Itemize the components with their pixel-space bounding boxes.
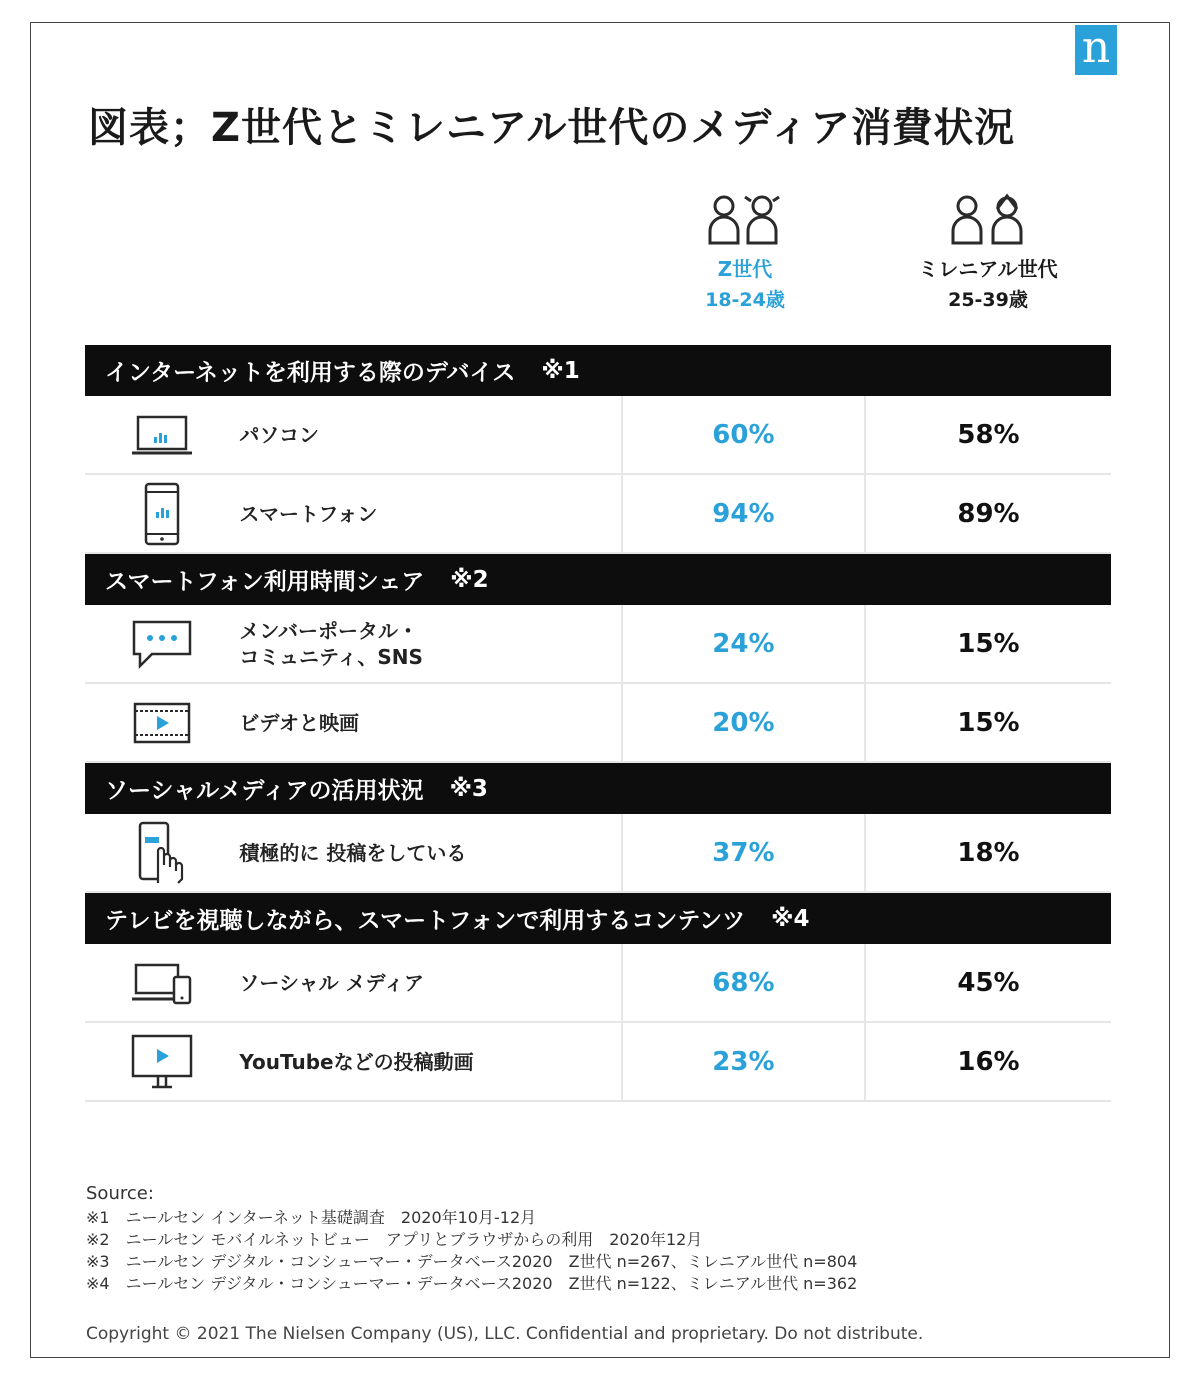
section-note: ※2	[450, 566, 489, 593]
section-note: ※4	[771, 905, 810, 932]
row-label: 積極的に 投稿をしている	[239, 814, 623, 891]
gen-z-value: 24%	[623, 605, 866, 682]
gen-m-value: 16%	[957, 1046, 1020, 1077]
sources-block	[86, 1183, 857, 1295]
section-title: ソーシャルメディアの活用状況	[105, 778, 424, 804]
gen-m-name: ミレニアル世代	[918, 257, 1058, 281]
row-label: パソコン	[239, 396, 623, 473]
phone-tap-icon	[85, 814, 239, 891]
gen-m-value: 18%	[957, 837, 1020, 868]
row-label: ビデオと映画	[239, 684, 623, 761]
gen-m-value: 58%	[957, 419, 1020, 450]
table-row	[85, 944, 1111, 1023]
gen-m-header	[888, 193, 1088, 311]
row-label: スマートフォン	[239, 475, 623, 552]
table-row	[85, 684, 1111, 763]
copyright-notice: Copyright © 2021 The Nielsen Company (US), LLC. Confidential and proprietary. Do not distribute.	[86, 1324, 924, 1344]
laptop-icon	[85, 396, 239, 473]
table-row	[85, 1023, 1111, 1102]
row-label	[239, 605, 623, 682]
devices-icon	[85, 944, 239, 1021]
page-title: 図表；Z世代とミレニアル世代のメディア消費状況	[88, 105, 1016, 151]
table-row	[85, 814, 1111, 893]
section-header	[85, 763, 1111, 814]
gen-m-value: 45%	[957, 967, 1020, 998]
row-label: YouTubeなどの投稿動画	[239, 1023, 623, 1100]
table-row	[85, 475, 1111, 554]
chat-bubble-icon	[85, 605, 239, 682]
people-icon	[707, 193, 783, 245]
people-icon	[950, 193, 1026, 245]
gen-z-age: 18-24歳	[705, 289, 785, 311]
gen-z-value: 23%	[623, 1023, 866, 1100]
gen-z-value: 37%	[623, 814, 866, 891]
section-header	[85, 554, 1111, 605]
sources-title: Source:	[86, 1183, 154, 1204]
gen-z-value: 94%	[623, 475, 866, 552]
section-note: ※1	[541, 357, 580, 384]
row-label-line2: コミュニティ、SNS	[239, 644, 423, 669]
tv-play-icon	[85, 1023, 239, 1100]
source-line: ※1 ニールセン インターネット基礎調査 2020年10月-12月	[86, 1208, 537, 1227]
section-header	[85, 345, 1111, 396]
section-header	[85, 893, 1111, 944]
source-line: ※4 ニールセン デジタル・コンシューマー・データベース2020 Z世代 n=122、ミレニアル世代 n=362	[86, 1274, 858, 1293]
gen-z-value: 20%	[623, 684, 866, 761]
nielsen-logo: n	[1075, 25, 1117, 75]
section-title: テレビを視聴しながら、スマートフォンで利用するコンテンツ	[105, 908, 746, 934]
gen-m-value: 89%	[957, 498, 1020, 529]
gen-m-value: 15%	[957, 707, 1020, 738]
table-row	[85, 396, 1111, 475]
row-label-line1: メンバーポータル・	[239, 618, 418, 643]
section-title: インターネットを利用する際のデバイス	[105, 360, 516, 386]
table-row	[85, 605, 1111, 684]
gen-z-name: Z世代	[717, 257, 773, 281]
gen-z-value: 68%	[623, 944, 866, 1021]
section-note: ※3	[449, 775, 488, 802]
video-icon	[85, 684, 239, 761]
source-line: ※3 ニールセン デジタル・コンシューマー・データベース2020 Z世代 n=267、ミレニアル世代 n=804	[86, 1252, 858, 1271]
gen-z-header	[645, 193, 845, 311]
gen-m-value: 15%	[957, 628, 1020, 659]
gen-z-value: 60%	[623, 396, 866, 473]
gen-m-age: 25-39歳	[948, 289, 1028, 311]
section-title: スマートフォン利用時間シェア	[105, 569, 425, 595]
row-label: ソーシャル メディア	[239, 944, 623, 1021]
source-line: ※2 ニールセン モバイルネットビュー アプリとブラウザからの利用 2020年12月	[86, 1230, 703, 1249]
smartphone-icon	[85, 475, 239, 552]
media-consumption-table	[85, 345, 1111, 1102]
